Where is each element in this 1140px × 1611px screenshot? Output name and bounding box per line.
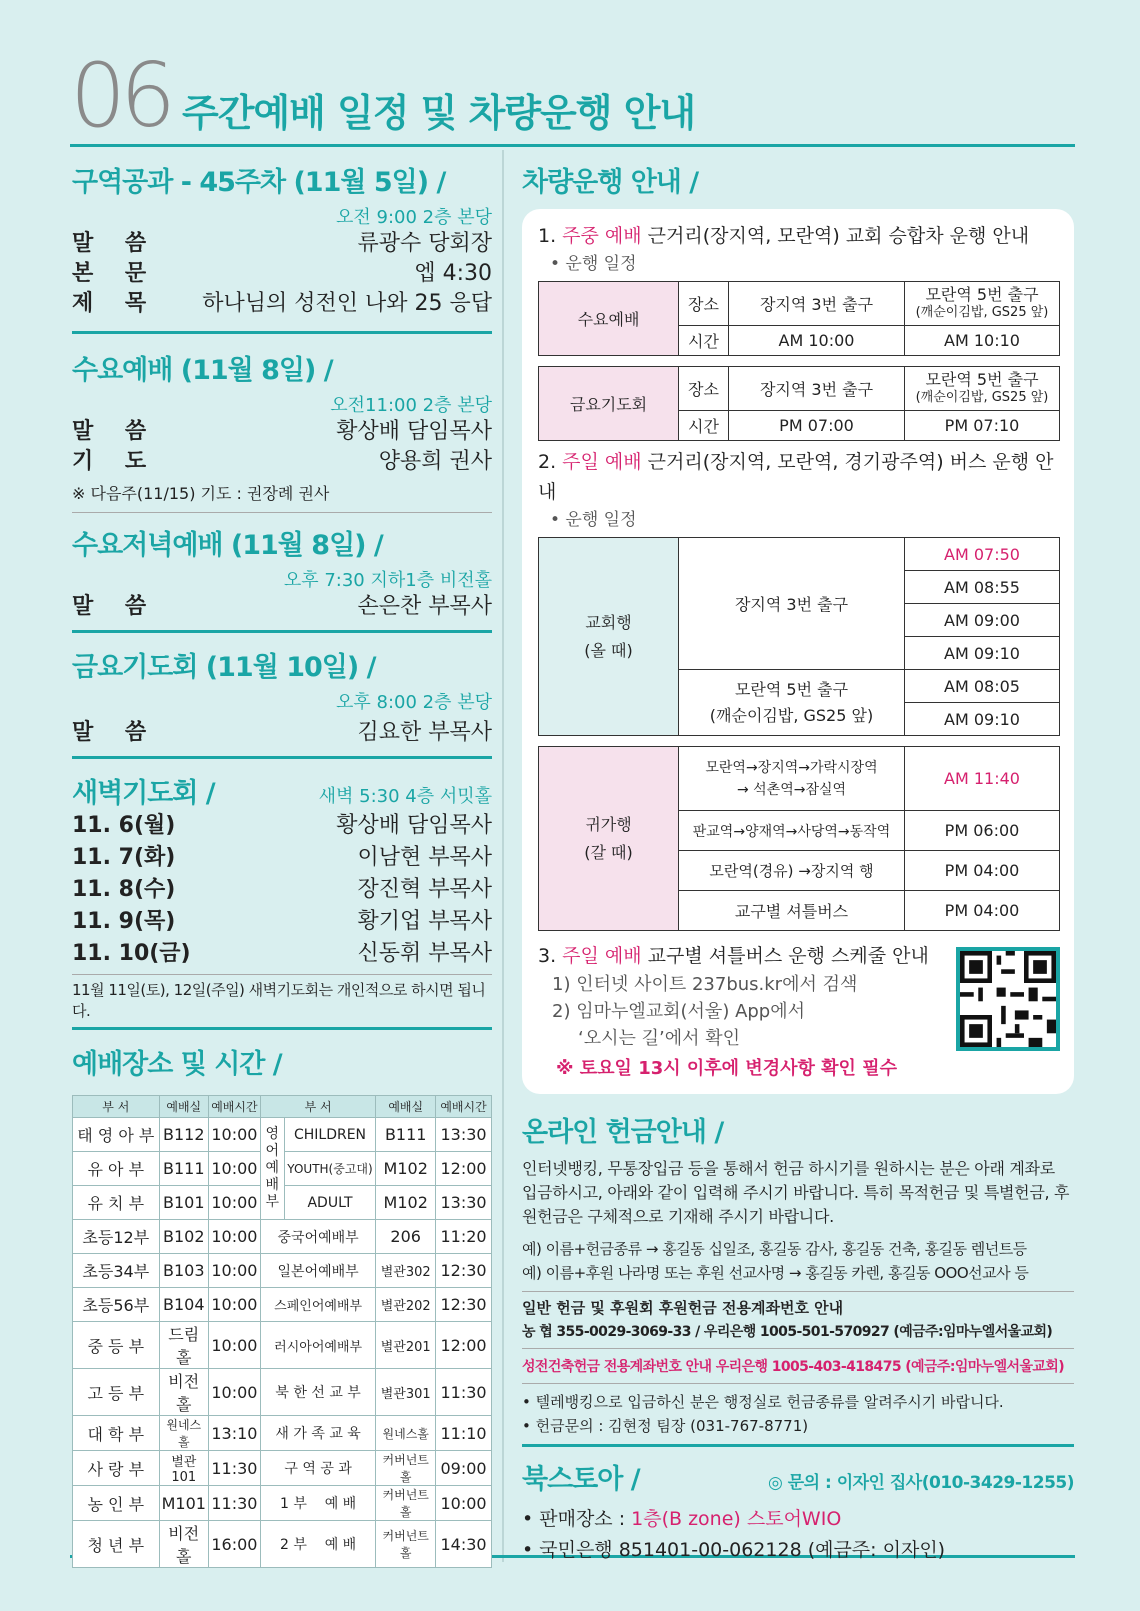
bookstore-contact: ◎ 문의 : 이자인 집사(010-3429-1255) (767, 1473, 1074, 1493)
online-title: 온라인 헌금안내 / (522, 1117, 724, 1148)
info-row: 말 씀 황상배 담임목사 (72, 419, 492, 444)
table-row: 고 등 부 비전홀 10:00 북 한 선 교 부 별관301 11:30 (73, 1369, 492, 1416)
table-row: 초등34부 B103 10:00 일본어예배부 별관302 12:30 (73, 1254, 492, 1288)
to-church-table: 교회행 (올 때) 장지역 3번 출구 AM 07:50 AM 08:55 AM 09:00 AM 09:10 모란역 5번 출구 (깨순이김밥, GS25 앞) AM 08:05 AM 09:10 (538, 537, 1060, 736)
youth-group-label: 영어예배부 (260, 1118, 284, 1220)
bus-item-1: 1. 주중 예배 근거리(장지역, 모란역) 교회 승합차 운행 안내 (538, 225, 1030, 247)
section-number: 06 (70, 44, 170, 147)
warning-note: ※ 토요일 13시 이후에 변경사항 확인 필수 (556, 1058, 897, 1079)
dawn-row: 11. 10(금) 신동휘 부목사 (72, 941, 492, 966)
schedule-label: • 운행 일정 (550, 254, 637, 274)
dawn-row: 11. 9(목) 황기업 부목사 (72, 909, 492, 934)
wed-title: 수요예배 (11월 8일) / (72, 355, 333, 386)
page-header (70, 44, 1075, 147)
divider (72, 756, 492, 759)
info-row: 기 도 양용희 권사 (72, 449, 492, 474)
bus-title: 차량운행 안내 / (522, 167, 699, 198)
bus-item-3: 3. 주일 예배 교구별 셔틀버스 운행 스케줄 안내 (538, 945, 929, 967)
wed-time: 오전11:00 2층 본당 (330, 395, 492, 416)
dawn-title: 새벽기도회 / (72, 778, 215, 809)
go-home-label: 귀가행 (585, 814, 632, 834)
wedeve-title: 수요저녁예배 (11월 8일) / (72, 530, 383, 561)
bookstore-title: 북스토아 / (522, 1464, 640, 1495)
schedule-label: • 운행 일정 (550, 510, 637, 530)
column-divider (502, 150, 504, 1562)
fri-title: 금요기도회 (11월 10일) / (72, 652, 376, 683)
cell-rows (72, 229, 492, 319)
divider (72, 512, 492, 513)
dawn-note: 11월 11일(토), 12일(주일) 새벽기도회는 개인적으로 하시면 됩니다. (72, 981, 486, 1020)
table-row: 태 영 아 부 B112 10:00 영어예배부 CHILDREN B111 13:30 (73, 1118, 492, 1152)
table-row: 청 년 부 비전홀 16:00 2 부 예 배 커버넌트홀 14:30 (73, 1521, 492, 1568)
divider (72, 331, 492, 334)
cell-time: 오전 9:00 2층 본당 (336, 207, 492, 228)
info-row: 말 씀 류광수 당회장 (72, 231, 492, 256)
info-row: 제 목 하나님의 성전인 나와 25 응답 (72, 291, 492, 316)
right-column (522, 150, 1074, 1562)
bus-item-2: 2. 주일 예배 근거리(장지역, 모란역, 경기광주역) 버스 운행 안내 (538, 451, 1054, 503)
bus-info-box (522, 209, 1074, 1094)
wed-note: ※ 다음주(11/15) 기도 : 권장례 권사 (72, 484, 330, 503)
divider (72, 630, 492, 633)
table-row: 중 등 부 드림홀 10:00 러시아어예배부 별관201 12:00 (73, 1322, 492, 1369)
info-row: 말 씀 손은찬 부목사 (72, 594, 492, 619)
table-row: 농 인 부 M101 11:30 1 부 예 배 커버넌트홀 10:00 (73, 1486, 492, 1521)
info-row: 본 문 엡 4:30 (72, 261, 492, 286)
table-row: 사 랑 부 별관101 11:30 구 역 공 과 커버넌트홀 09:00 (73, 1451, 492, 1486)
dawn-row: 11. 8(수) 장진혁 부목사 (72, 877, 492, 902)
left-column (72, 150, 492, 1568)
info-row: 말 씀 김요한 부목사 (72, 720, 492, 745)
fri-bus-table: 금요기도회 장소 장지역 3번 출구 모란역 5번 출구 (깨순이김밥, GS25 앞) 시간 PM 07:00 PM 07:10 (538, 366, 1060, 441)
wed-bus-table: 수요예배 장소 장지역 3번 출구 모란역 5번 출구 (깨순이김밥, GS25 앞) 시간 AM 10:00 AM 10:10 (538, 281, 1060, 356)
table-row: 유 치 부 B101 10:00 ADULT M102 13:30 (73, 1186, 492, 1220)
divider (72, 974, 492, 975)
divider (72, 1027, 492, 1030)
table-header-row: 부 서 예배실 예배시간 부 서 예배실 예배시간 (73, 1096, 492, 1118)
cell-title: 구역공과 - 45주차 (11월 5일) / (72, 167, 446, 198)
places-table (72, 1095, 492, 1568)
table-row: 대 학 부 원네스홀 13:10 새 가 족 교 육 원네스홀 11:10 (73, 1416, 492, 1451)
qr-code-icon[interactable] (956, 947, 1060, 1051)
dawn-time: 새벽 5:30 4층 서밋홀 (318, 786, 492, 807)
table-row: 유 아 부 B111 10:00 YOUTH(중고대) M102 12:00 (73, 1152, 492, 1186)
dawn-rows (72, 810, 492, 970)
dawn-row: 11. 7(화) 이남현 부목사 (72, 845, 492, 870)
jangji-stop: 장지역 3번 출구 (679, 538, 905, 670)
fri-service-name: 금요기도회 (539, 367, 679, 441)
table-row: 초등12부 B102 10:00 중국어예배부 206 11:20 (73, 1220, 492, 1254)
dawn-row: 11. 6(월) 황상배 담임목사 (72, 813, 492, 838)
online-offering: 온라인 헌금안내 / 인터넷뱅킹, 무통장입금 등을 통해서 헌금 하시기를 원하시는 분은 아래 계좌로 입금하시고, 아래와 같이 입력해 주시기 바랍니다. 특히 목적헌금 및 특별헌금, 후원헌금은 구체적으로 기재해 주시기 바랍니다. 예) 이름+헌금종류 → 홍길동 십일조, 홍길동 감사, 홍길동 건축, 홍길동 렘넌트등 예) 이름+후원 나라명 또는 후원 선교사명 → 홍길동 카렌, 홍길동 OOO선교사 등 일반 헌금 및 후원회 후원헌금 전용계좌번호 안내 농 협 355-0029-3069-33 / 우리은행 1005-501-570927 (예금주:임마누엘서울교회) 성전건축헌금 전용계좌번호 안내 우리은행 1005-403-418475 (예금주:임마누엘서울교회) • 텔레뱅킹으로 입금하신 분은 행정실로 헌금종류를 알려주시기 바랍니다. • 헌금문의 : 김현정 팀장 (031-767-8771) (522, 1110, 1074, 1447)
moran-stop: 모란역 5번 출구 (734, 679, 849, 699)
page-title: 주간예배 일정 및 차량운행 안내 (182, 91, 696, 135)
places-title: 예배장소 및 시간 / (72, 1049, 282, 1080)
bus-item-3-block: 3. 주일 예배 교구별 셔틀버스 운행 스케줄 안내 1) 인터넷 사이트 237bus.kr에서 검색 2) 임마누엘교회(서울) App에서 ‘오시는 길’에서 확인 ※ 토요일 13시 이후에 변경사항 확인 필수 (538, 941, 1060, 1080)
to-church-label: 교회행 (585, 612, 632, 632)
go-home-table: 귀가행 (갈 때) 모란역→장지역→가락시장역 → 석촌역→잠실역 AM 11:40 판교역→양재역→사당역→동작역 PM 06:00 모란역(경유) →장지역 행 PM 04:00 교구별 셔틀버스 PM 04:00 (538, 746, 1060, 931)
wed-service-name: 수요예배 (539, 282, 679, 356)
bookstore: 북스토아 / ◎ 문의 : 이자인 집사(010-3429-1255) • 판매장소 : 1층(B zone) 스토어WIO • 국민은행 851401-00-062128 (예금주: 이자인) (522, 1457, 1074, 1562)
fri-time: 오후 8:00 2층 본당 (336, 692, 492, 713)
wedeve-time: 오후 7:30 지하1층 비전홀 (283, 570, 492, 591)
table-row: 초등56부 B104 10:00 스페인어예배부 별관202 12:30 (73, 1288, 492, 1322)
dawn-header (72, 771, 492, 810)
